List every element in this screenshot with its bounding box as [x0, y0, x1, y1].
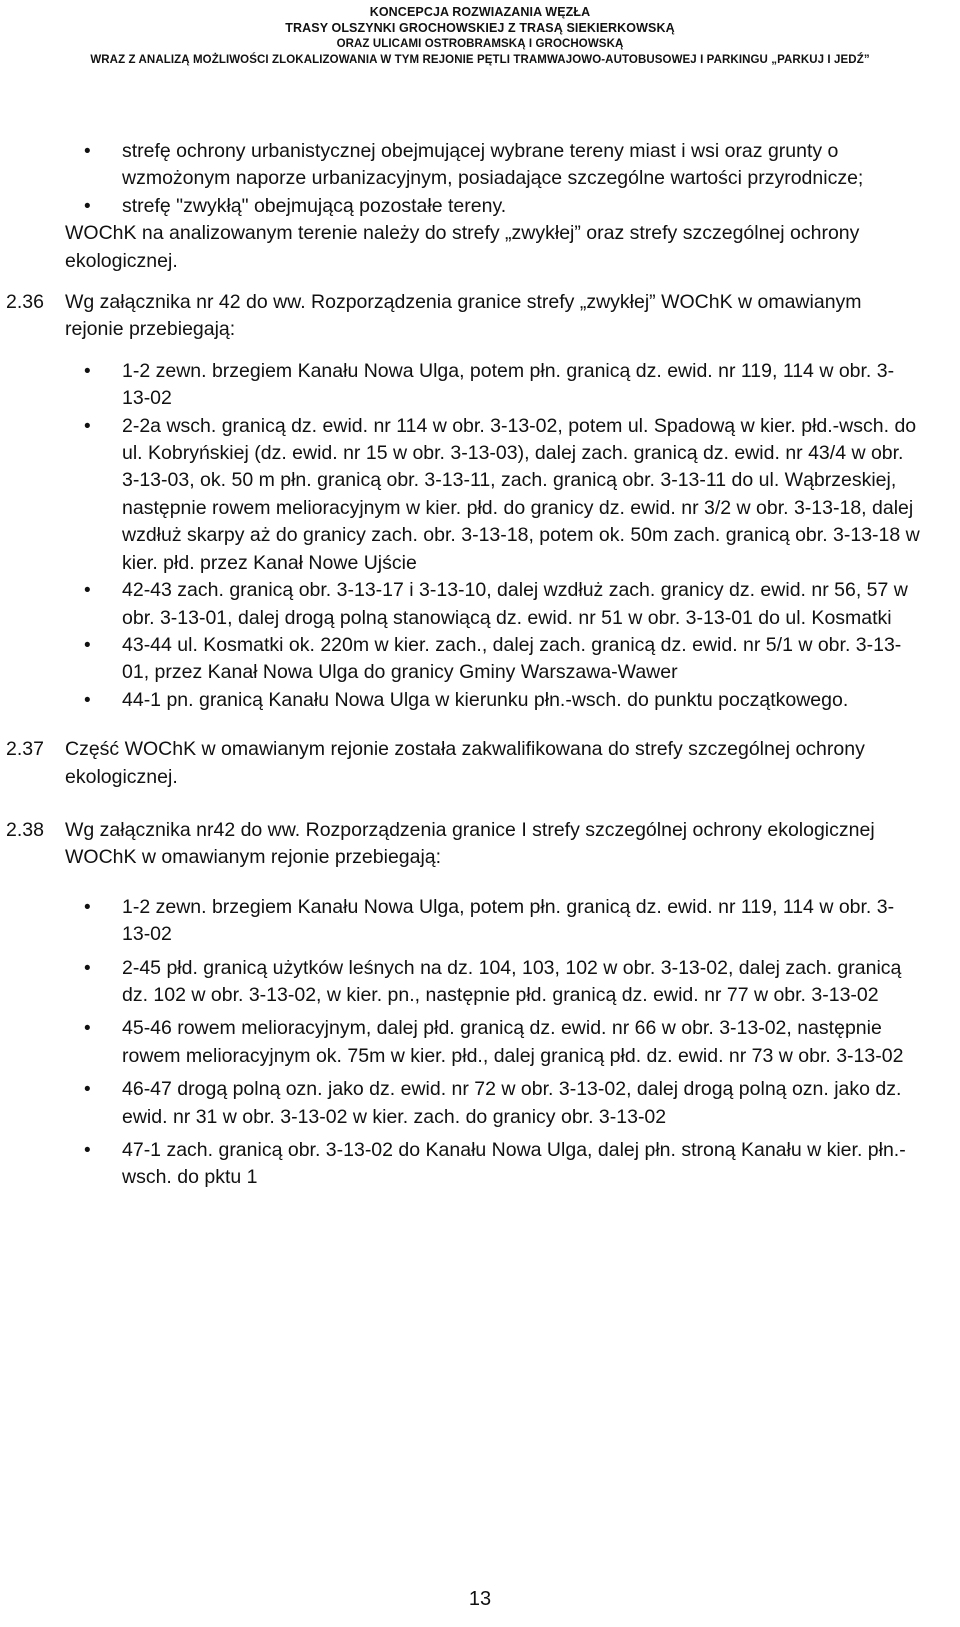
bullet-icon: •: [84, 415, 91, 437]
bullet-icon: •: [84, 634, 91, 656]
section-2-36-bullet-list: [0, 358, 960, 714]
intro-bullet-list: [0, 138, 960, 220]
bullet-icon: •: [84, 957, 91, 979]
list-item: [0, 894, 960, 949]
page-number: 13: [468, 1588, 492, 1610]
list-item: [0, 138, 960, 193]
list-item: [0, 632, 960, 687]
bullet-icon: •: [84, 1140, 91, 1161]
list-item-text: 1-2 zewn. brzegiem Kanału Nowa Ulga, potem płn. granicą dz. ewid. nr 119, 114 w obr. 3-13-02: [122, 359, 895, 410]
bullet-icon: •: [84, 141, 91, 162]
list-item: [0, 955, 960, 1010]
list-item-text: 44-1 pn. granicą Kanału Nowa Ulga w kierunku płn.-wsch. do punktu początkowego.: [122, 688, 849, 711]
list-item: [0, 1015, 960, 1070]
list-item: [0, 1076, 960, 1131]
list-item-text: 2-2a wsch. granicą dz. ewid. nr 114 w obr. 3-13-02, potem ul. Spadową w kier. płd.-wsch. do ul. Kobryńskiej (dz. ewid. nr 15 w obr. 3-13-03), dalej zach. granicą dz. ewid. nr 43/4 w obr. 3-13-03, ok. 50 m płn. granicą obr. 3-13-11, zach. granicą obr. 3-13-11 do ul. Wąbrzeskiej, następnie rowem melioracyjnym w kier. płd. do granicy dz. ewid. nr 3/2 w obr. 3-13-18, dalej wzdłuż skarpy aż do granicy zach. obr. 3-13-18, potem ok. 50m zach. granicą obr. 3-13-18 w kier. płd. przez Kanał Nowe Ujście: [122, 414, 920, 574]
list-item: [0, 577, 960, 632]
section-text: Wg załącznika nr42 do ww. Rozporządzenia granice I strefy szczególnej ochrony ekologicznej WOChK w omawianym rejonie przebiegają:: [65, 818, 875, 869]
list-item: [0, 193, 960, 220]
document-body: [0, 138, 960, 1198]
list-item-text: 45-46 rowem melioracyjnym, dalej płd. granicą dz. ewid. nr 66 w obr. 3-13-02, następnie rowem melioracyjnym ok. 75m w kier. płd., dalej granicą płd. dz. ewid. nr 73 w obr. 3-13-02: [122, 1017, 904, 1067]
section-text: Wg załącznika nr 42 do ww. Rozporządzenia granice strefy „zwykłej” WOChK w omawianym rejonie przebiegają:: [65, 291, 862, 341]
list-item: [0, 413, 960, 577]
list-item-text: 43-44 ul. Kosmatki ok. 220m w kier. zach., dalej zach. granicą dz. ewid. nr 5/1 w obr. 3-13-01, przez Kanał Nowa Ulga do granicy Gminy Warszawa-Wawer: [122, 633, 902, 684]
list-item-text: 1-2 zewn. brzegiem Kanału Nowa Ulga, potem płn. granicą dz. ewid. nr 119, 114 w obr. 3-13-02: [122, 895, 895, 946]
header-line-4: WRAZ Z ANALIZĄ MOŻLIWOŚCI ZLOKALIZOWANIA W TYM REJONIE PĘTLI TRAMWAJOWO-AUTOBUSOWEJ I PARKINGU „PARKUJ I JEDŹ”: [90, 54, 870, 66]
section-2-36: [0, 289, 960, 344]
bullet-icon: •: [84, 195, 91, 217]
section-number: 2.36: [6, 291, 44, 314]
list-item-text: strefę "zwykłą" obejmującą pozostałe tereny.: [122, 194, 507, 217]
list-item: [0, 358, 960, 413]
section-2-38: [0, 817, 960, 872]
bullet-icon: •: [84, 1018, 91, 1040]
list-item-text: 46-47 drogą polną ozn. jako dz. ewid. nr 72 w obr. 3-13-02, dalej drogą polną ozn. jako dz. ewid. nr 31 w obr. 3-13-02 w kier. zach. do granicy obr. 3-13-02: [122, 1078, 902, 1128]
wochk-paragraph: WOChK na analizowanym terenie należy do strefy „zwykłej” oraz strefy szczególnej ochrony ekologicznej.: [65, 222, 860, 272]
list-item-text: 47-1 zach. granicą obr. 3-13-02 do Kanału Nowa Ulga, dalej płn. stroną Kanału w kier. płn.-wsch. do pktu 1: [122, 1139, 906, 1189]
list-item-text: 2-45 płd. granicą użytków leśnych na dz. 104, 103, 102 w obr. 3-13-02, dalej zach. granicą dz. 102 w obr. 3-13-02, w kier. pn., następnie płd. granicą dz. ewid. nr 77 w obr. 3-13-02: [122, 956, 902, 1006]
header-line-2: TRASY OLSZYNKI GROCHOWSKIEJ Z TRASĄ SIEKIERKOWSKĄ: [285, 21, 675, 35]
header-line-3: ORAZ ULICAMI OSTROBRAMSKĄ I GROCHOWSKĄ: [336, 38, 624, 50]
list-item: [0, 1137, 960, 1192]
section-number: 2.37: [6, 738, 44, 761]
list-item-text: strefę ochrony urbanistycznej obejmującej wybrane tereny miast i wsi oraz grunty o wzmożonym naporze urbanizacyjnym, posiadające szczególne wartości przyrodnicze;: [122, 140, 864, 190]
bullet-icon: •: [84, 360, 91, 382]
document-header: [0, 4, 960, 68]
bullet-icon: •: [84, 1079, 91, 1101]
section-2-37: [0, 736, 960, 791]
bullet-icon: •: [84, 896, 91, 918]
list-item-text: 42-43 zach. granicą obr. 3-13-17 i 3-13-10, dalej wzdłuż zach. granicy dz. ewid. nr 56, 57 w obr. 3-13-01, dalej drogą polną stanowiącą dz. ewid. nr 51 w obr. 3-13-01 do ul. Kosmatki: [122, 579, 908, 629]
section-number: 2.38: [6, 818, 44, 841]
bullet-icon: •: [84, 689, 91, 711]
header-line-1: KONCEPCJA ROZWIAZANIA WĘZŁA: [369, 5, 591, 19]
bullet-icon: •: [84, 580, 91, 602]
section-2-38-bullet-list: [0, 894, 960, 1192]
section-text: Część WOChK w omawianym rejonie została zakwalifikowana do strefy szczególnej ochrony ekologicznej.: [65, 738, 865, 788]
list-item: [0, 687, 960, 714]
